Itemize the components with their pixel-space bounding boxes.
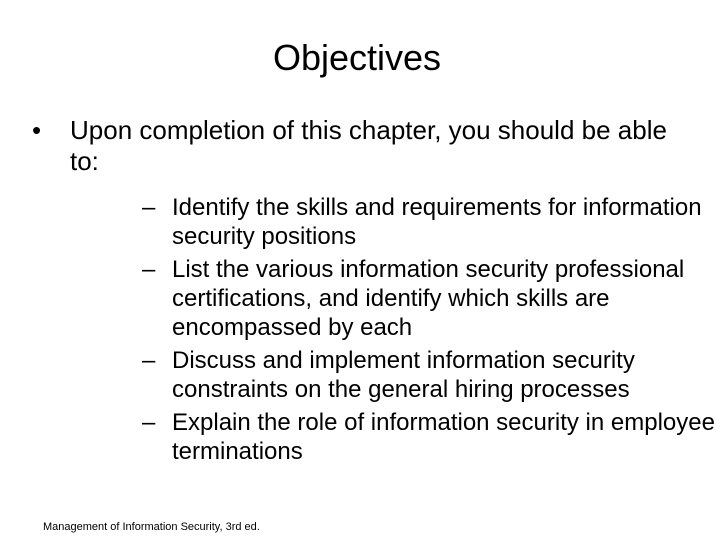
bullet-item <box>0 115 715 466</box>
sub-bullet-text: List the various information security professional certifications, and identify which skills are encompassed by each <box>172 256 685 341</box>
sub-bullet-text: Explain the role of information security in employee terminations <box>172 409 715 465</box>
sub-bullet-list <box>70 193 715 466</box>
sub-bullet-marker: – <box>142 409 156 436</box>
sub-bullet-item <box>70 255 720 342</box>
sub-bullet-text: Identify the skills and requirements for information security positions <box>172 194 702 250</box>
sub-bullet-marker: – <box>142 194 156 221</box>
slide-title: Objectives <box>272 37 442 78</box>
sub-bullet-item <box>70 408 720 466</box>
bullet-marker: • <box>32 115 42 145</box>
sub-bullet-item <box>70 193 720 251</box>
sub-bullet-marker: – <box>142 256 156 283</box>
sub-bullet-item <box>70 346 720 404</box>
sub-bullet-marker: – <box>142 347 156 374</box>
sub-bullet-text: Discuss and implement information security constraints on the general hiring processes <box>172 347 635 403</box>
bullet-list <box>0 115 715 470</box>
bullet-text: Upon completion of this chapter, you should be able to: <box>70 115 667 176</box>
slide-footer: Management of Information Security, 3rd ed. <box>43 521 260 533</box>
